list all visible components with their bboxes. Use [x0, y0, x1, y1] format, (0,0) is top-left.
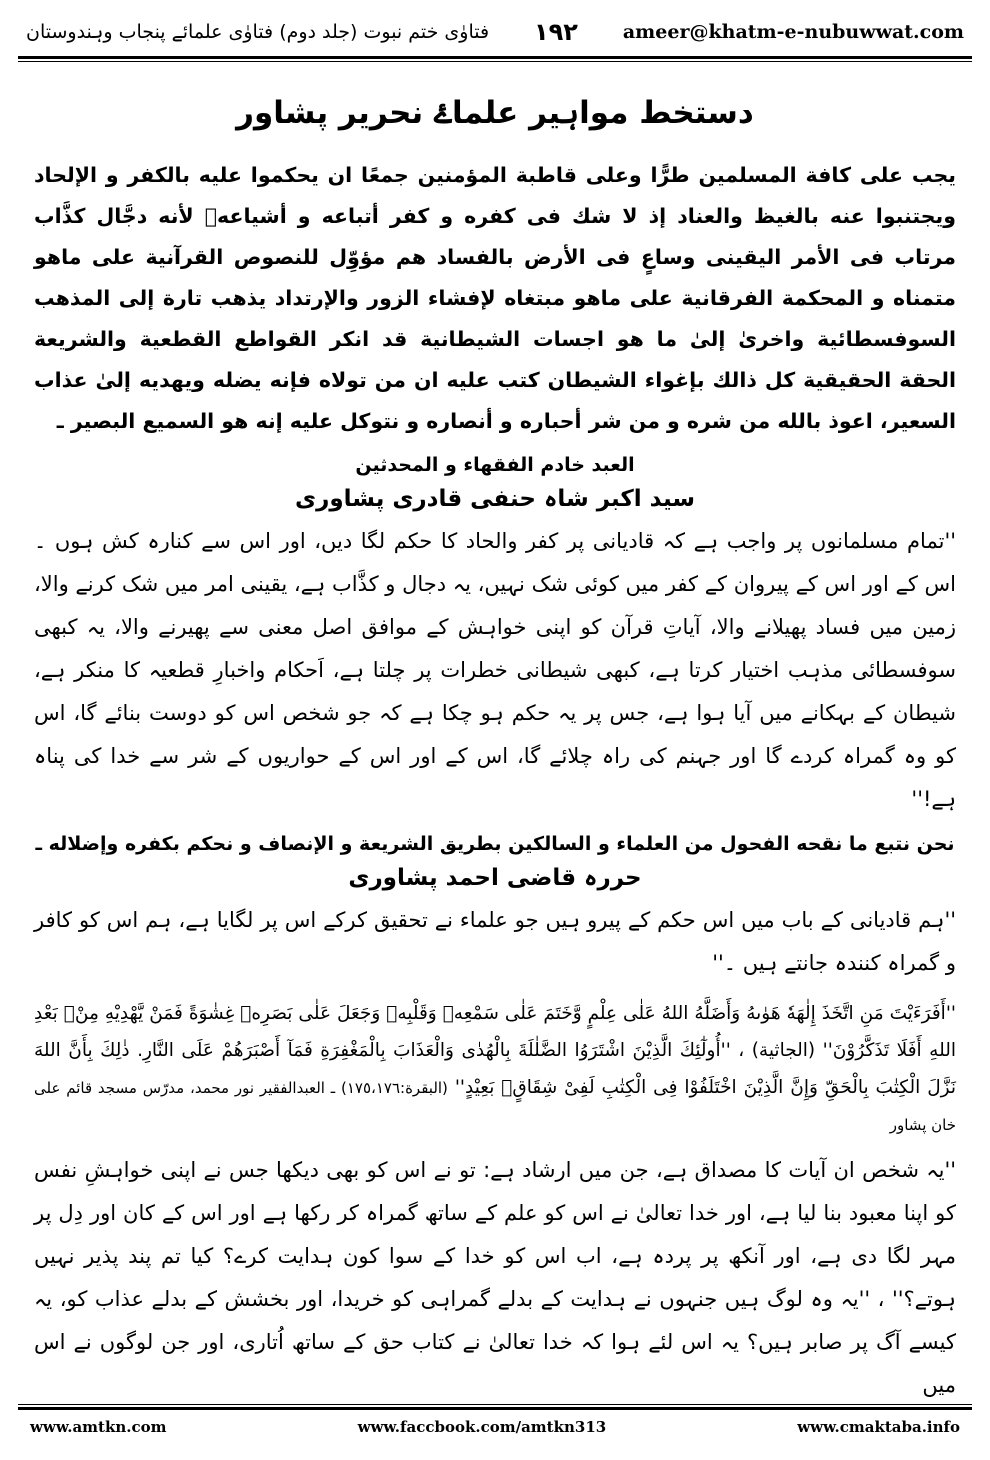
page-title: دستخط مواہیر علماۓ نحریر پشاور: [236, 95, 754, 131]
header-book-title: [26, 21, 489, 43]
quran-quotation-text: ''أَفَرَءَيْتَ مَنِ اتَّخَذَ إِلٰهَهٗ هَوٰىهُ وَأَضَلَّهُ اللهُ عَلٰى عِلْمٍ وَّخَتَمَ عَلٰى سَمْعِهٖ وَقَلْبِهٖ وَجَعَلَ عَلٰى بَصَرِهٖ غِشٰوَةً فَمَنْ يَّهْدِيْهِ مِنْۢ بَعْدِ اللهِ أَفَلَا تَذَكَّرُوْنَ'' (الجاثية) ، ''أُولٰٓئِكَ الَّذِيْنَ اشْتَرَوُا الضَّلٰلَةَ بِالْهُدٰى وَالْعَذَابَ بِالْمَغْفِرَةِ فَمَآ أَصْبَرَهُمْ عَلَى النَّارِ. ذٰلِكَ بِأَنَّ اللهَ نَزَّلَ الْكِتٰبَ بِالْحَقِّ وَإِنَّ الَّذِيْنَ اخْتَلَفُوْا فِى الْكِتٰبِ لَفِىْ شِقَاقٍۭ بَعِيْدٍ'': [34, 1002, 956, 1098]
page-header: [0, 0, 990, 50]
header-volume-label: فتاوٰی ختم نبوت (جلد دوم): [279, 21, 490, 43]
arabic-statement-line: نحن نتبع ما نقحه الفحول من العلماء و السالكين بطريق الشريعة و الإنصاف و نحكم بكفره وإضلاله ـ: [35, 832, 955, 855]
footer-link-cmaktaba[interactable]: www.cmaktaba.info: [797, 1418, 960, 1436]
quran-quotation: [34, 995, 956, 1143]
footer-link-facebook[interactable]: www.faccbook.com/amtkn313: [357, 1418, 607, 1436]
urdu-translation-paragraph-2: ''ہم قادیانی کے باب میں اس حکم کے پیرو ہیں جو علماء نے تحقیق کرکے اس پر لگایا ہے، ہم اس کو کافر و گمراہ کنندہ جانتے ہیں ۔'': [34, 907, 956, 975]
page-content: [0, 62, 990, 1407]
footer-link-amtkn[interactable]: www.amtkn.com: [30, 1418, 167, 1436]
signature-qazi-ahmad-peshawari: حررہ قاضی احمد پشاوری: [348, 864, 642, 891]
quran-quotation-reference: (البقرة:١٧٥،١٧٦) ـ العبدالفقير نور محمد، مدرّس مسجد قائم علی خان پشاور: [34, 1078, 956, 1134]
signature-sayyid-akbar-shah: سید اکبر شاہ حنفی قادری پشاوری: [295, 485, 695, 512]
header-email: ameer@khatm-e-nubuwwat.com: [622, 21, 964, 43]
header-series-label: فتاوٰی علمائے پنجاب وہندوستان: [26, 21, 274, 43]
page-footer: [0, 1404, 990, 1460]
urdu-translation-paragraph-1: ''تمام مسلمانوں پر واجب ہے کہ قادیانی پر کفر والحاد کا حکم لگا دیں، اور اس سے کنارہ کش ہوں ۔ اس کے اور اس کے پیروان کے کفر میں کوئی شک نہیں، یہ دجال و کذَّاب ہے، یقینی امر میں شک کرنے والا، زمین میں فساد پھیلانے والا، آیاتِ قرآن کو اپنی خواہش کے موافق اصل معنی سے پھیرنے والا، یہ کبھی سوفسطائی مذہب اختیار کرتا ہے، کبھی شیطانی خطرات پر چلتا ہے، اَحکام واخبارِ قطعیہ کا منکر ہے، شیطان کے بہکانے میں آیا ہوا ہے، جس پر یہ حکم ہو چکا ہے کہ جو شخص اس کو دوست بنائے گا، اس کو وہ گمراہ کردے گا اور جہنم کی راہ چلائے گا، اس کے اور اس کے حواریوں کے شر سے خدا کی پناہ ہے!'': [34, 528, 956, 811]
arabic-opening-paragraph: يجب على كافة المسلمين طرًّا وعلى قاطبة المؤمنين جمعًا ان يحكموا عليه بالكفر و الإلحاد ويجتنبوا عنه بالغيظ والعناد إذ لا شك فى كفره و كفر أتباعه و أشياعهٖ لأنه دجَّال كذَّاب مرتاب فى الأمر اليقينى وساعٍ فى الأرض بالفساد هم مؤوِّل للنصوص القرآنية على ماهو متمناه و المحكمة الفرقانية على ماهو مبتغاه لإفشاء الزور والإرتداد يذهب تارة إلى المذهب السوفسطائية واخرىٰ إلىٰ ما هو اجسات الشيطانية قد انكر القواطع القطعية والشريعة الحقة الحقيقية كل ذالك بإغواء الشيطان كتب عليه ان من تولاه فإنه يضله ويهديه إلىٰ عذاب السعير، اعوذ بالله من شره و من شر أحباره و أنصاره و نتوكل عليه إنه هو السميع البصير ـ: [34, 162, 956, 433]
page-number: ١٩٢: [534, 18, 578, 46]
attribution-line: العبد خادم الفقهاء و المحدثين: [355, 453, 635, 476]
urdu-translation-paragraph-3: ''یہ شخص ان آیات کا مصداق ہے، جن میں ارشاد ہے: تو نے اس کو بھی دیکھا جس نے اپنی خواہشِ نفس کو اپنا معبود بنا لیا ہے، اور خدا تعالیٰ نے اس کو علم کے ساتھ گمراہ کر رکھا ہے اور اس کے کان اور دِل پر مہر لگا دی ہے، اور آنکھ پر پردہ ہے، اب اس کو خدا کے سوا کون ہدایت کرے؟ کیا تم پند پذیر نہیں ہوتے؟'' ، ''یہ وہ لوگ ہیں جنہوں نے ہدایت کے بدلے گمراہی کو خریدا، اور بخشش کے بدلے عذاب کو، یہ کیسے آگ پر صابر ہیں؟ یہ اس لئے ہوا کہ خدا تعالیٰ نے کتاب حق کے ساتھ اُتاری، اور جن لوگوں نے اس میں: [34, 1157, 956, 1398]
